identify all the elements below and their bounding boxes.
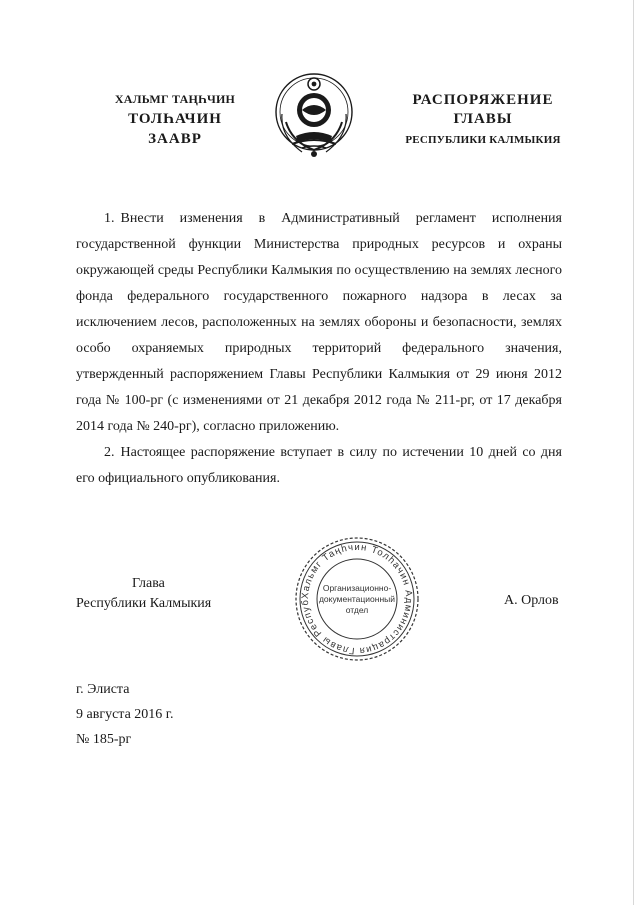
header-kalmyk-title — [100, 92, 250, 148]
stamp-ring-text: Хальмг Таңһчин Толһачин Администрация Главы Респуб — [299, 541, 415, 657]
signatory-name: А. Орлов — [504, 593, 559, 608]
header-left-line3: ЗААВР — [148, 131, 202, 147]
signatory-title — [76, 574, 226, 614]
paragraph-number: 2. — [104, 445, 115, 460]
paragraph-2 — [76, 440, 562, 492]
signatory-title-line2: Республики Калмыкия — [76, 596, 212, 611]
stamp-center-line2: документационный — [318, 594, 396, 604]
header-left-line2: ТОЛҺАЧИН — [128, 111, 222, 127]
document-body — [76, 206, 562, 492]
page-edge — [633, 0, 634, 905]
official-stamp — [293, 535, 421, 663]
stamp-center-line1: Организационно- — [322, 583, 392, 593]
paragraph-1 — [76, 206, 562, 440]
header-right-line1: РАСПОРЯЖЕНИЕ — [412, 92, 554, 108]
paragraph-text: Внести изменения в Административный регламент исполнения государственной функции Министерства природных ресурсов и охраны окружающей среды Республики Калмыкия по осуществлению на землях лесного фонда федерального государственного пожарного надзора в лесах за исключением лесов, расположенных на землях обороны и безопасности, землях особо охраняемых природных территорий федерального значения, утвержденный распоряжением Главы Республики Калмыкия от 29 июня 2012 года № 100-рг (с изменениями от 21 декабря 2012 года № 211-рг, от 17 декабря 2014 года № 240-рг), согласно приложению. — [76, 211, 562, 434]
issue-date: 9 августа 2016 г. — [76, 707, 174, 722]
header-right-line3: РЕСПУБЛИКИ КАЛМЫКИЯ — [405, 134, 561, 146]
header-left-line1: ХАЛЬМГ ТАҢҺЧИН — [114, 92, 236, 106]
issue-city: г. Элиста — [76, 682, 130, 697]
document-number: № 185-рг — [76, 732, 132, 747]
paragraph-number: 1. — [104, 211, 115, 226]
document-footer — [76, 677, 173, 752]
stamp-center-line3: отдел — [345, 605, 369, 615]
header-russian-title — [398, 92, 568, 146]
coat-of-arms-icon — [272, 70, 356, 158]
header-right-line2: ГЛАВЫ — [453, 111, 513, 127]
paragraph-text: Настоящее распоряжение вступает в силу по истечении 10 дней со дня его официального опубликования. — [76, 445, 562, 486]
signatory-title-line1: Глава — [132, 576, 165, 591]
